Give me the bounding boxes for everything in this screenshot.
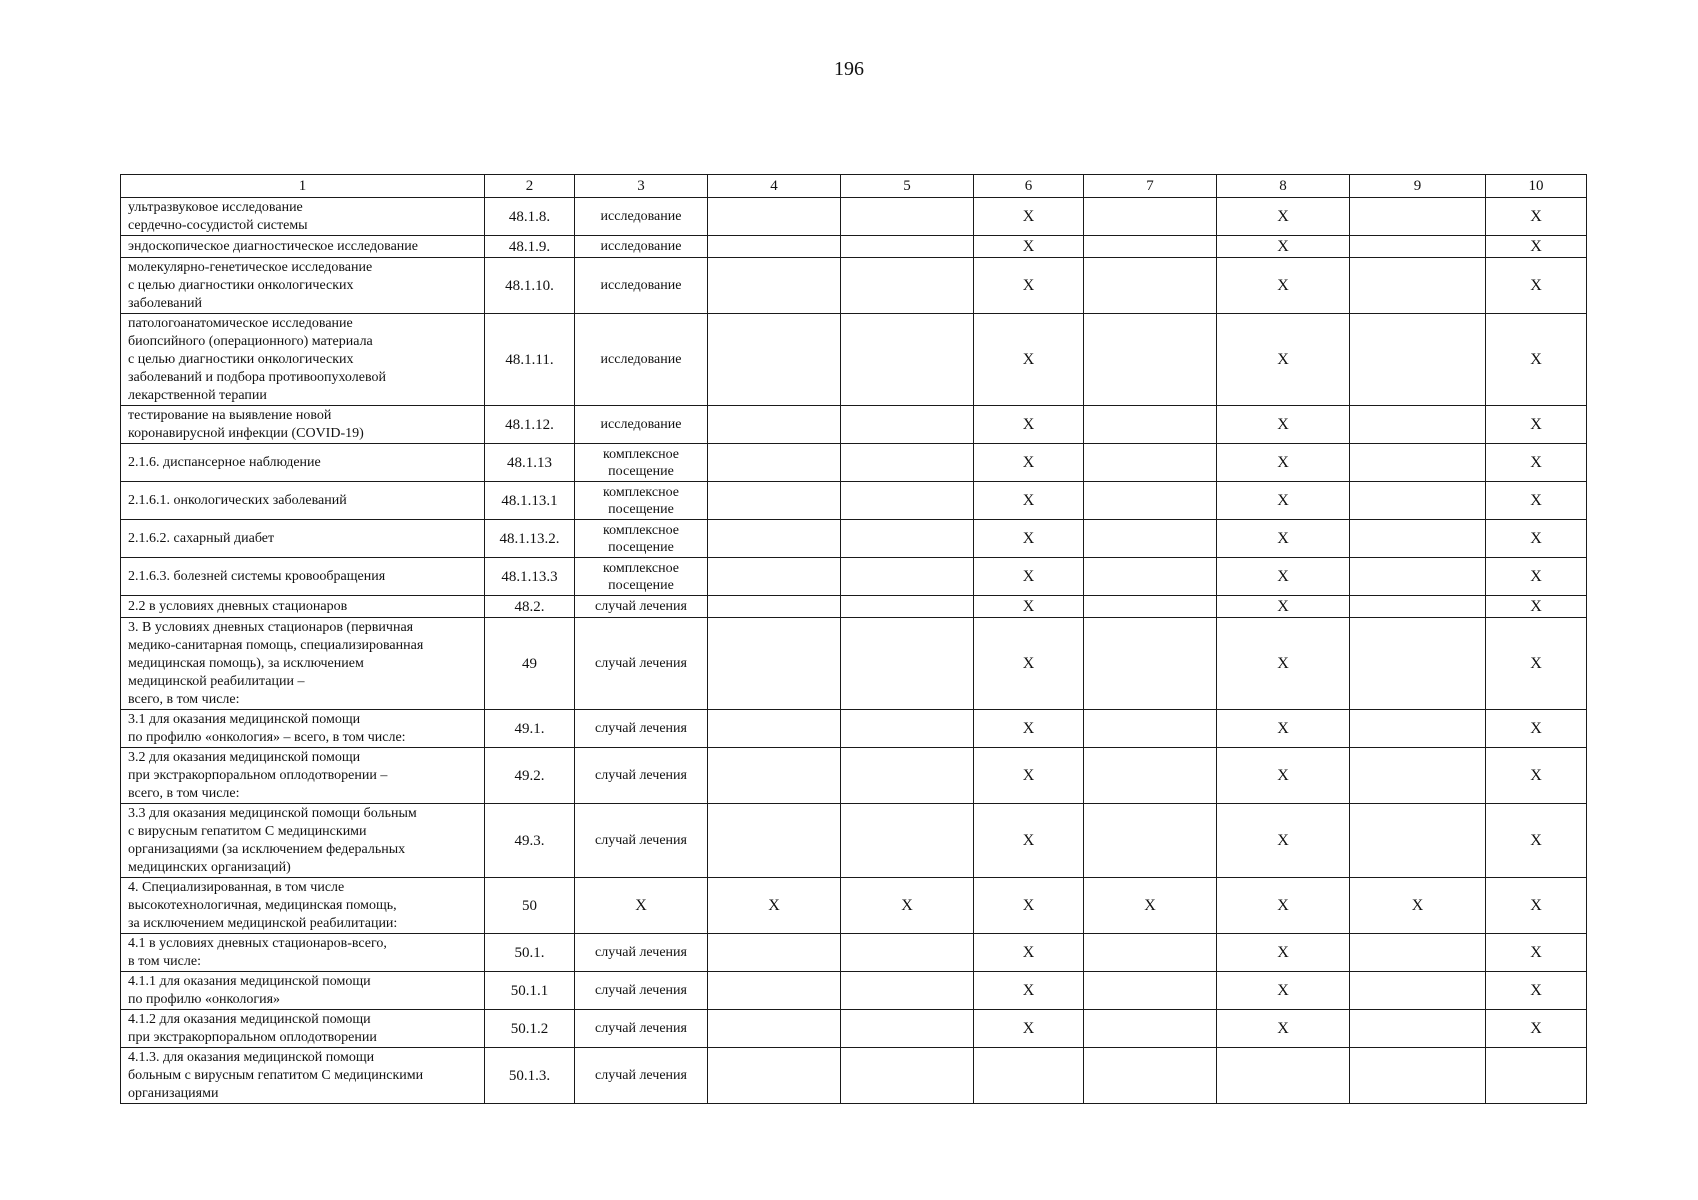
col9-cell: [1350, 482, 1486, 520]
col7-cell: [1084, 748, 1217, 804]
col9-cell: [1350, 748, 1486, 804]
col4-cell: [708, 618, 841, 710]
col7-cell: [1084, 198, 1217, 236]
col9-cell: [1350, 198, 1486, 236]
col9-cell: [1350, 710, 1486, 748]
col5-cell: [841, 236, 974, 258]
col5-cell: X: [841, 878, 974, 934]
col7-cell: [1084, 972, 1217, 1010]
col5-cell: [841, 482, 974, 520]
col7-cell: [1084, 596, 1217, 618]
row-unit-cell: комплексное посещение: [575, 444, 708, 482]
col6-cell: X: [974, 878, 1084, 934]
row-name-cell: 4.1.1 для оказания медицинской помощи по профилю «онкология»: [121, 972, 485, 1010]
col9-cell: [1350, 618, 1486, 710]
col8-cell: X: [1217, 258, 1350, 314]
row-unit-cell: случай лечения: [575, 596, 708, 618]
col8-cell: X: [1217, 482, 1350, 520]
col6-cell: X: [974, 558, 1084, 596]
col6-cell: X: [974, 314, 1084, 406]
col7-cell: [1084, 314, 1217, 406]
col8-cell: X: [1217, 748, 1350, 804]
row-name-cell: ультразвуковое исследование сердечно-сосудистой системы: [121, 198, 485, 236]
table-row: [121, 314, 1587, 406]
page-number: 196: [834, 58, 864, 80]
col4-cell: [708, 482, 841, 520]
row-name-cell: 3.1 для оказания медицинской помощи по профилю «онкология» – всего, в том числе:: [121, 710, 485, 748]
col4-cell: [708, 444, 841, 482]
row-code-cell: 50.1.2: [485, 1010, 575, 1048]
row-unit-cell: комплексное посещение: [575, 482, 708, 520]
row-code-cell: 48.1.11.: [485, 314, 575, 406]
row-code-cell: 49.1.: [485, 710, 575, 748]
col5-cell: [841, 748, 974, 804]
col8-cell: X: [1217, 236, 1350, 258]
col5-cell: [841, 198, 974, 236]
table-row: [121, 520, 1587, 558]
table-row: [121, 198, 1587, 236]
col9-cell: [1350, 1010, 1486, 1048]
row-name-cell: 2.1.6. диспансерное наблюдение: [121, 444, 485, 482]
col9-cell: [1350, 1048, 1486, 1104]
table-row: [121, 748, 1587, 804]
col8-cell: X: [1217, 198, 1350, 236]
col9-cell: [1350, 804, 1486, 878]
row-unit-cell: случай лечения: [575, 618, 708, 710]
col4-cell: [708, 748, 841, 804]
table-row: [121, 406, 1587, 444]
col8-cell: X: [1217, 934, 1350, 972]
col6-cell: X: [974, 596, 1084, 618]
table-row: [121, 482, 1587, 520]
column-header-7: 7: [1084, 175, 1217, 198]
row-unit-cell: исследование: [575, 406, 708, 444]
table-row: [121, 710, 1587, 748]
row-unit-cell: комплексное посещение: [575, 558, 708, 596]
col5-cell: [841, 972, 974, 1010]
row-code-cell: 48.1.13.3: [485, 558, 575, 596]
col8-cell: X: [1217, 520, 1350, 558]
row-unit-cell: случай лечения: [575, 710, 708, 748]
row-name-cell: 4. Специализированная, в том числе высокотехнологичная, медицинская помощь, за исключением медицинской реабилитации:: [121, 878, 485, 934]
col6-cell: X: [974, 618, 1084, 710]
row-code-cell: 48.1.12.: [485, 406, 575, 444]
col7-cell: X: [1084, 878, 1217, 934]
col7-cell: [1084, 558, 1217, 596]
row-name-cell: 2.1.6.1. онкологических заболеваний: [121, 482, 485, 520]
col8-cell: X: [1217, 558, 1350, 596]
col4-cell: [708, 972, 841, 1010]
table-row: [121, 934, 1587, 972]
col5-cell: [841, 710, 974, 748]
col4-cell: [708, 804, 841, 878]
table-row: [121, 596, 1587, 618]
col4-cell: [708, 558, 841, 596]
col4-cell: [708, 1010, 841, 1048]
row-code-cell: 48.1.13: [485, 444, 575, 482]
col5-cell: [841, 618, 974, 710]
row-unit-cell: исследование: [575, 314, 708, 406]
col6-cell: [974, 1048, 1084, 1104]
col9-cell: [1350, 444, 1486, 482]
col4-cell: [708, 1048, 841, 1104]
col10-cell: X: [1486, 520, 1587, 558]
col8-cell: X: [1217, 804, 1350, 878]
row-name-cell: 4.1 в условиях дневных стационаров-всего, в том числе:: [121, 934, 485, 972]
col4-cell: [708, 520, 841, 558]
column-header-4: 4: [708, 175, 841, 198]
table-row: [121, 618, 1587, 710]
col8-cell: X: [1217, 1010, 1350, 1048]
row-name-cell: эндоскопическое диагностическое исследование: [121, 236, 485, 258]
table-row: [121, 258, 1587, 314]
row-unit-cell: случай лечения: [575, 972, 708, 1010]
col7-cell: [1084, 934, 1217, 972]
col4-cell: [708, 934, 841, 972]
col5-cell: [841, 558, 974, 596]
col7-cell: [1084, 236, 1217, 258]
row-code-cell: 48.2.: [485, 596, 575, 618]
row-code-cell: 50.1.3.: [485, 1048, 575, 1104]
col10-cell: X: [1486, 748, 1587, 804]
col6-cell: X: [974, 748, 1084, 804]
col7-cell: [1084, 520, 1217, 558]
col4-cell: [708, 596, 841, 618]
col7-cell: [1084, 1010, 1217, 1048]
col4-cell: [708, 314, 841, 406]
column-header-8: 8: [1217, 175, 1350, 198]
col5-cell: [841, 1048, 974, 1104]
column-header-2: 2: [485, 175, 575, 198]
col10-cell: X: [1486, 444, 1587, 482]
col6-cell: X: [974, 804, 1084, 878]
col10-cell: X: [1486, 878, 1587, 934]
col7-cell: [1084, 406, 1217, 444]
col5-cell: [841, 444, 974, 482]
column-header-5: 5: [841, 175, 974, 198]
col7-cell: [1084, 1048, 1217, 1104]
col9-cell: [1350, 972, 1486, 1010]
col8-cell: [1217, 1048, 1350, 1104]
row-code-cell: 48.1.8.: [485, 198, 575, 236]
col4-cell: [708, 258, 841, 314]
col5-cell: [841, 258, 974, 314]
table-body: [121, 198, 1587, 1104]
table-row: [121, 1010, 1587, 1048]
row-name-cell: 4.1.2 для оказания медицинской помощи при экстракорпоральном оплодотворении: [121, 1010, 485, 1048]
col6-cell: X: [974, 934, 1084, 972]
row-code-cell: 50.1.: [485, 934, 575, 972]
table-row: [121, 804, 1587, 878]
row-code-cell: 48.1.13.2.: [485, 520, 575, 558]
row-name-cell: 3. В условиях дневных стационаров (первичная медико-санитарная помощь, специализированная медицинская помощь), за исключением медицинской реабилитации – всего, в том числе:: [121, 618, 485, 710]
col7-cell: [1084, 482, 1217, 520]
col5-cell: [841, 520, 974, 558]
col6-cell: X: [974, 1010, 1084, 1048]
row-unit-cell: случай лечения: [575, 1048, 708, 1104]
col9-cell: [1350, 558, 1486, 596]
col10-cell: X: [1486, 198, 1587, 236]
col6-cell: X: [974, 482, 1084, 520]
col6-cell: X: [974, 258, 1084, 314]
col6-cell: X: [974, 198, 1084, 236]
row-code-cell: 49.3.: [485, 804, 575, 878]
col7-cell: [1084, 258, 1217, 314]
column-header-6: 6: [974, 175, 1084, 198]
row-code-cell: 48.1.10.: [485, 258, 575, 314]
row-unit-cell: случай лечения: [575, 748, 708, 804]
col10-cell: [1486, 1048, 1587, 1104]
row-unit-cell: случай лечения: [575, 1010, 708, 1048]
table-row: [121, 878, 1587, 934]
col8-cell: X: [1217, 444, 1350, 482]
col10-cell: X: [1486, 618, 1587, 710]
column-header-1: 1: [121, 175, 485, 198]
row-code-cell: 49.2.: [485, 748, 575, 804]
row-name-cell: 2.2 в условиях дневных стационаров: [121, 596, 485, 618]
col4-cell: [708, 406, 841, 444]
col7-cell: [1084, 804, 1217, 878]
col10-cell: X: [1486, 314, 1587, 406]
col5-cell: [841, 596, 974, 618]
col4-cell: [708, 710, 841, 748]
header-row: [121, 175, 1587, 198]
col6-cell: X: [974, 406, 1084, 444]
row-code-cell: 48.1.9.: [485, 236, 575, 258]
table-row: [121, 972, 1587, 1010]
col6-cell: X: [974, 444, 1084, 482]
col10-cell: X: [1486, 710, 1587, 748]
table-row: [121, 1048, 1587, 1104]
col8-cell: X: [1217, 710, 1350, 748]
column-header-3: 3: [575, 175, 708, 198]
row-code-cell: 49: [485, 618, 575, 710]
row-unit-cell: случай лечения: [575, 934, 708, 972]
col4-cell: [708, 236, 841, 258]
col7-cell: [1084, 444, 1217, 482]
row-unit-cell: случай лечения: [575, 804, 708, 878]
col5-cell: [841, 804, 974, 878]
col10-cell: X: [1486, 804, 1587, 878]
row-unit-cell: исследование: [575, 236, 708, 258]
col8-cell: X: [1217, 878, 1350, 934]
col5-cell: [841, 406, 974, 444]
data-table: [120, 174, 1587, 1104]
col7-cell: [1084, 618, 1217, 710]
table-row: [121, 236, 1587, 258]
row-unit-cell: исследование: [575, 198, 708, 236]
col8-cell: X: [1217, 314, 1350, 406]
col9-cell: [1350, 406, 1486, 444]
row-code-cell: 48.1.13.1: [485, 482, 575, 520]
col10-cell: X: [1486, 558, 1587, 596]
row-code-cell: 50.1.1: [485, 972, 575, 1010]
row-name-cell: 2.1.6.3. болезней системы кровообращения: [121, 558, 485, 596]
col5-cell: [841, 314, 974, 406]
col8-cell: X: [1217, 596, 1350, 618]
row-unit-cell: исследование: [575, 258, 708, 314]
row-name-cell: патологоанатомическое исследование биопсийного (операционного) материала с целью диагностики онкологических заболеваний и подбора противоопухолевой лекарственной терапии: [121, 314, 485, 406]
row-name-cell: тестирование на выявление новой коронавирусной инфекции (COVID-19): [121, 406, 485, 444]
col8-cell: X: [1217, 406, 1350, 444]
col10-cell: X: [1486, 596, 1587, 618]
col5-cell: [841, 934, 974, 972]
row-name-cell: 4.1.3. для оказания медицинской помощи больным с вирусным гепатитом С медицинскими организациями: [121, 1048, 485, 1104]
col9-cell: [1350, 934, 1486, 972]
col9-cell: [1350, 258, 1486, 314]
col9-cell: [1350, 520, 1486, 558]
row-name-cell: 3.2 для оказания медицинской помощи при экстракорпоральном оплодотворении – всего, в том числе:: [121, 748, 485, 804]
col8-cell: X: [1217, 618, 1350, 710]
col8-cell: X: [1217, 972, 1350, 1010]
col10-cell: X: [1486, 482, 1587, 520]
col6-cell: X: [974, 236, 1084, 258]
column-header-9: 9: [1350, 175, 1486, 198]
col9-cell: [1350, 596, 1486, 618]
col4-cell: [708, 198, 841, 236]
col9-cell: X: [1350, 878, 1486, 934]
col10-cell: X: [1486, 236, 1587, 258]
row-unit-cell: X: [575, 878, 708, 934]
col10-cell: X: [1486, 406, 1587, 444]
col10-cell: X: [1486, 1010, 1587, 1048]
col6-cell: X: [974, 710, 1084, 748]
table-row: [121, 444, 1587, 482]
col10-cell: X: [1486, 972, 1587, 1010]
col6-cell: X: [974, 972, 1084, 1010]
col5-cell: [841, 1010, 974, 1048]
row-unit-cell: комплексное посещение: [575, 520, 708, 558]
table-row: [121, 558, 1587, 596]
row-name-cell: молекулярно-генетическое исследование с целью диагностики онкологических заболеваний: [121, 258, 485, 314]
col6-cell: X: [974, 520, 1084, 558]
col10-cell: X: [1486, 258, 1587, 314]
col7-cell: [1084, 710, 1217, 748]
col9-cell: [1350, 236, 1486, 258]
row-name-cell: 3.3 для оказания медицинской помощи больным с вирусным гепатитом С медицинскими организациями (за исключением федеральных медицинских организаций): [121, 804, 485, 878]
col9-cell: [1350, 314, 1486, 406]
col10-cell: X: [1486, 934, 1587, 972]
row-name-cell: 2.1.6.2. сахарный диабет: [121, 520, 485, 558]
col4-cell: X: [708, 878, 841, 934]
row-code-cell: 50: [485, 878, 575, 934]
column-header-10: 10: [1486, 175, 1587, 198]
